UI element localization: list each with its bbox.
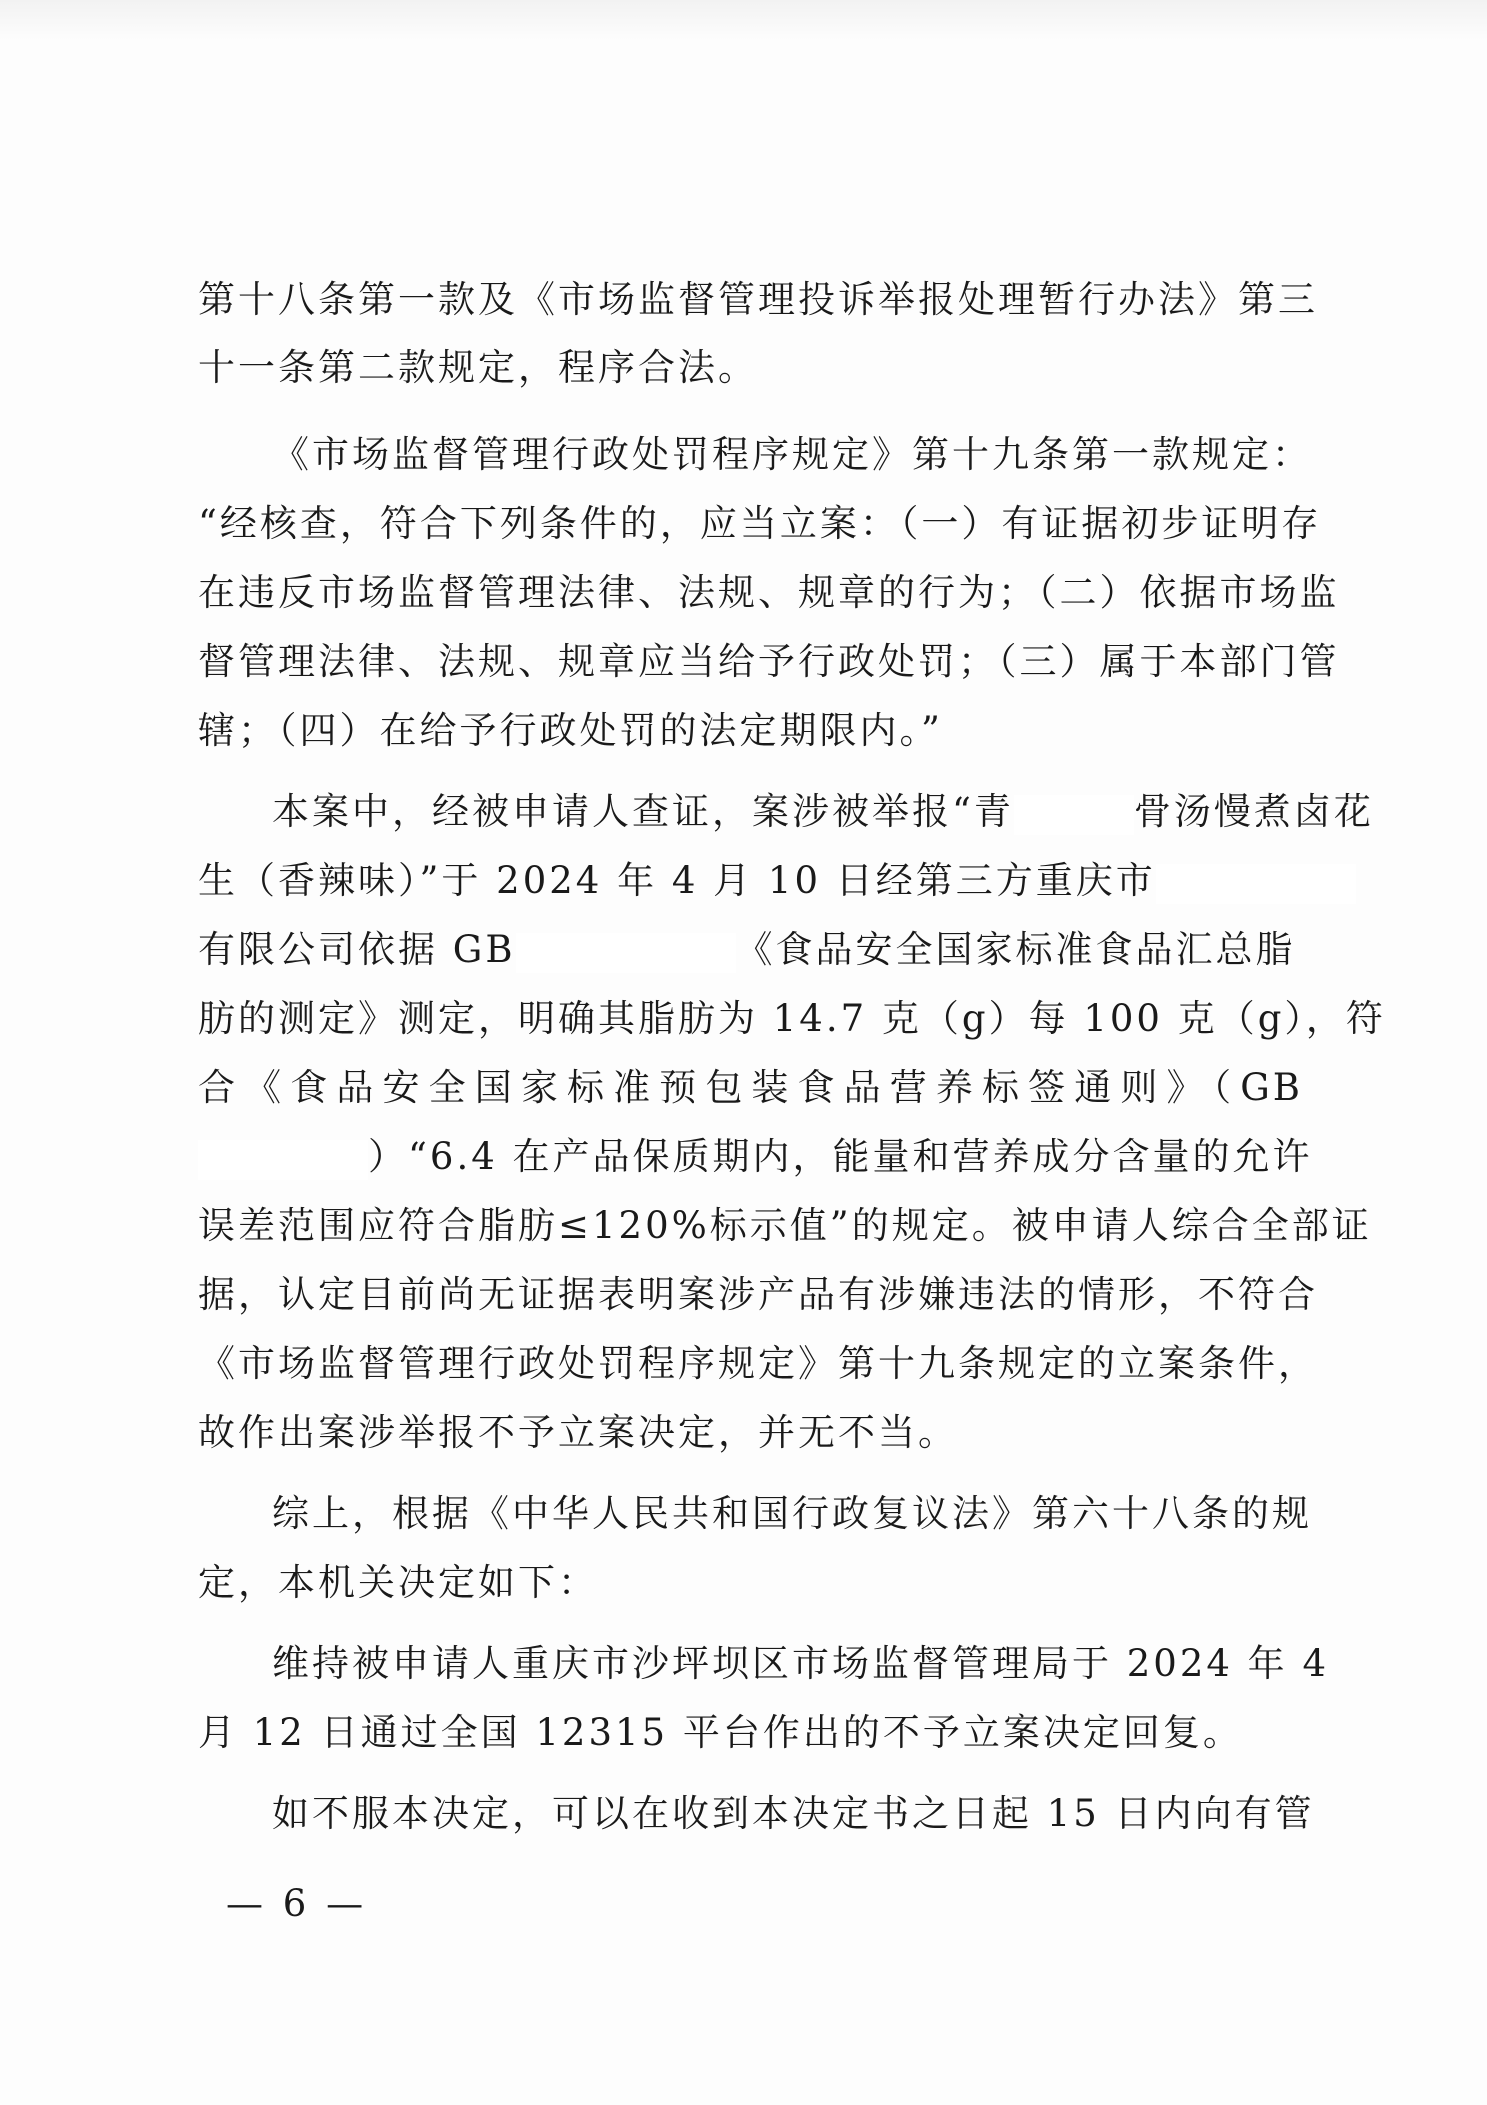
body-line-13 <box>198 1133 1313 1181</box>
body-line-10 <box>198 926 1303 974</box>
line-10-part-a: 有限公司依据 GB <box>198 928 516 971</box>
redaction-block <box>516 933 736 973</box>
line-13-part-b: ）“6.4 在产品保质期内，能量和营养成分含量的允许 <box>368 1135 1313 1178</box>
scan-edge-shade <box>0 0 1487 40</box>
body-line-2: 十一条第二款规定，程序合法。 <box>198 346 758 389</box>
body-line-21: 月 12 日通过全国 12315 平台作出的不予立案决定回复。 <box>198 1711 1243 1754</box>
body-line-16: 《市场监督管理行政处罚程序规定》第十九条规定的立案条件， <box>198 1342 1318 1385</box>
body-line-15: 据，认定目前尚无证据表明案涉产品有涉嫌违法的情形，不符合 <box>198 1273 1318 1316</box>
body-line-20: 维持被申请人重庆市沙坪坝区市场监督管理局于 2024 年 4 <box>272 1642 1329 1685</box>
line-9-part-a: 生（香辣味）”于 2024 年 4 月 10 日经第三方重庆市 <box>198 859 1156 902</box>
body-line-5: 在违反市场监督管理法律、法规、规章的行为；（二）依据市场监 <box>198 571 1340 614</box>
redaction-block <box>1156 864 1356 904</box>
body-line-4: “经核查，符合下列条件的，应当立案：（一）有证据初步证明存 <box>198 502 1322 545</box>
line-10-part-b: 《食品安全国家标准食品汇总脂 <box>735 928 1296 971</box>
redaction-block <box>1014 795 1134 835</box>
body-line-3: 《市场监督管理行政处罚程序规定》第十九条第一款规定： <box>272 433 1312 476</box>
line-8-part-b: 骨汤慢煮卤花 <box>1133 790 1374 833</box>
body-line-19: 定，本机关决定如下： <box>198 1561 598 1604</box>
body-line-1: 第十八条第一款及《市场监督管理投诉举报处理暂行办法》第三 <box>198 278 1318 321</box>
redaction-block <box>198 1140 368 1180</box>
page-number: — 6 — <box>226 1882 368 1925</box>
body-line-18: 综上，根据《中华人民共和国行政复议法》第六十八条的规 <box>272 1492 1312 1535</box>
body-line-11: 肪的测定》测定，明确其脂肪为 14.7 克（g）每 100 克（g），符 <box>198 997 1386 1040</box>
body-line-8 <box>272 788 1374 836</box>
body-line-6: 督管理法律、法规、规章应当给予行政处罚；（三）属于本部门管 <box>198 640 1340 683</box>
body-line-7: 辖；（四）在给予行政处罚的法定期限内。” <box>198 709 943 752</box>
body-line-14: 误差范围应符合脂肪≤120%标示值”的规定。被申请人综合全部证 <box>198 1204 1372 1247</box>
body-line-17: 故作出案涉举报不予立案决定，并无不当。 <box>198 1411 958 1454</box>
body-line-22: 如不服本决定，可以在收到本决定书之日起 15 日内向有管 <box>272 1792 1315 1835</box>
line-8-part-a: 本案中，经被申请人查证，案涉被举报“青 <box>272 790 1014 833</box>
body-line-9 <box>198 857 1303 905</box>
body-line-12: 合《食品安全国家标准预包装食品营养标签通则》（GB <box>198 1066 1303 1109</box>
